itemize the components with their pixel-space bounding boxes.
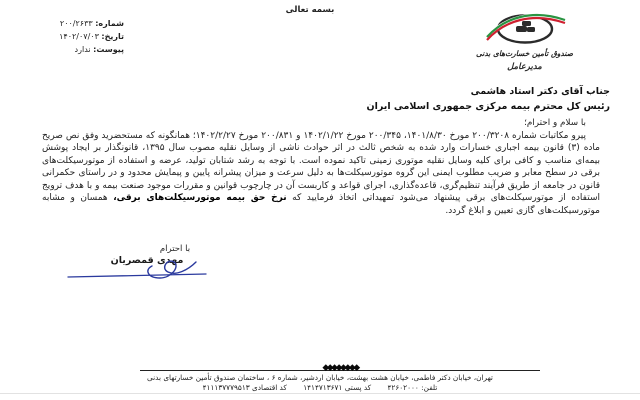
- footer-economic-code: کد اقتصادی ۴۱۱۱۳۷۷۷۹۵۱۳: [202, 383, 287, 392]
- recipient-name: جناب آقای دکتر استاد هاشمی: [470, 86, 610, 97]
- org-logo-icon: [483, 6, 567, 48]
- signature-scribble-icon: [64, 250, 214, 290]
- letter-number-value: ۲۰۰/۲۶۳۳: [59, 19, 93, 28]
- letter-date-row: [24, 30, 124, 43]
- body-text-bold: نرخ حق بیمه موتورسیکلت‌های برقی،: [113, 193, 287, 204]
- signatory-name: مهدی قمصریان: [110, 255, 184, 266]
- footer-address: تهران، خیابان دکتر فاطمی، خیابان هشت بهشت، خیابان اردشیر، شماره ۶ ، ساختمان صندوق تأمین خسارتهای بدنی: [147, 373, 493, 382]
- letter-body: [42, 118, 600, 217]
- letter-number-row: [24, 17, 124, 30]
- footer-divider-diamonds: ◆◆◆◆◆◆◆◆: [322, 362, 358, 373]
- closing-respect: با احترام: [159, 244, 191, 254]
- org-name: صندوق تأمین خسارت‌های بدنی: [476, 49, 573, 58]
- letter-attachment-row: [24, 43, 124, 56]
- footer-contacts: [0, 383, 640, 392]
- letter-attachment-label: پیوست:: [93, 45, 124, 54]
- recipient-block: [366, 85, 610, 114]
- letter-meta-block: [24, 17, 124, 56]
- footer-postal-code: کد پستی ۱۴۱۴۷۱۳۶۷۱: [303, 383, 372, 392]
- window-bottom-edge: [0, 393, 640, 394]
- footer-phone: تلفن: ۴۲۶۰۲۰۰۰: [387, 383, 438, 392]
- body-text-2: همسان و مشابه موتورسیکلت‌های گازی تعیین و ابلاغ گردد.: [42, 193, 600, 216]
- letter-attachment-value: ندارد: [74, 45, 91, 54]
- org-role: مدیرعامل: [507, 62, 542, 72]
- bismillah-heading: بسمه تعالی: [285, 5, 335, 15]
- org-letterhead: [452, 6, 597, 72]
- letter-number-label: شماره:: [95, 19, 124, 28]
- body-text-1: پیرو مکاتبات شماره ۲۰۰/۳۲۰۸ مورخ ۱۴۰۱/۸/۳۰، ۲۰۰/۳۴۵ مورخ ۱۴۰۲/۱/۲۲ و ۲۰۰/۸۳۱ مورخ ۱۴۰۲/۲/۲۷؛ همانگونه که مستحضرید وفق نص صریح ماده (۳) قانون بیمه اجباری خسارات وارد شده به شخص ثالث در اثر حوادث ناشی از وسایل نقلیه مصوب سال ۱۳۹۵، قانونگذار بر ایجاد پوشش بیمه‌ای مناسب و کافی برای کلیه وسایل نقلیه موتوری زمینی تاکید نموده است. با توجه به رشد شتابان تولید، عرضه و استفاده از موتورسیکلت‌های برقی در سطح معابر و ضریب مطلوب ایمنی این گروه موتورسیکلت‌ها به دلیل سرعت و میزان پیشرانه پایین و پیمایش محدود و در راستای حکمرانی قانون در جامعه از طریق فرآیند تنظیم‌گری، قاعده‌گذاری، اجرای قواعد و کاربست آن در چارچوب قوانین و مقررات موجود صنعت بیمه و با هدف ترویج استفاده از موتورسیکلت‌های برقی پیشنهاد می‌شود تمهیداتی اتخاذ فرمایید که: [42, 131, 600, 204]
- recipient-title: رئیس کل محترم بیمه مرکزی جمهوری اسلامی ایران: [366, 100, 610, 112]
- body-paragraph: [42, 130, 600, 217]
- letter-date-value: ۱۴۰۲/۰۷/۰۳: [59, 32, 99, 41]
- letter-date-label: تاریخ:: [101, 32, 124, 41]
- salutation: با سلام و احترام؛: [524, 118, 586, 128]
